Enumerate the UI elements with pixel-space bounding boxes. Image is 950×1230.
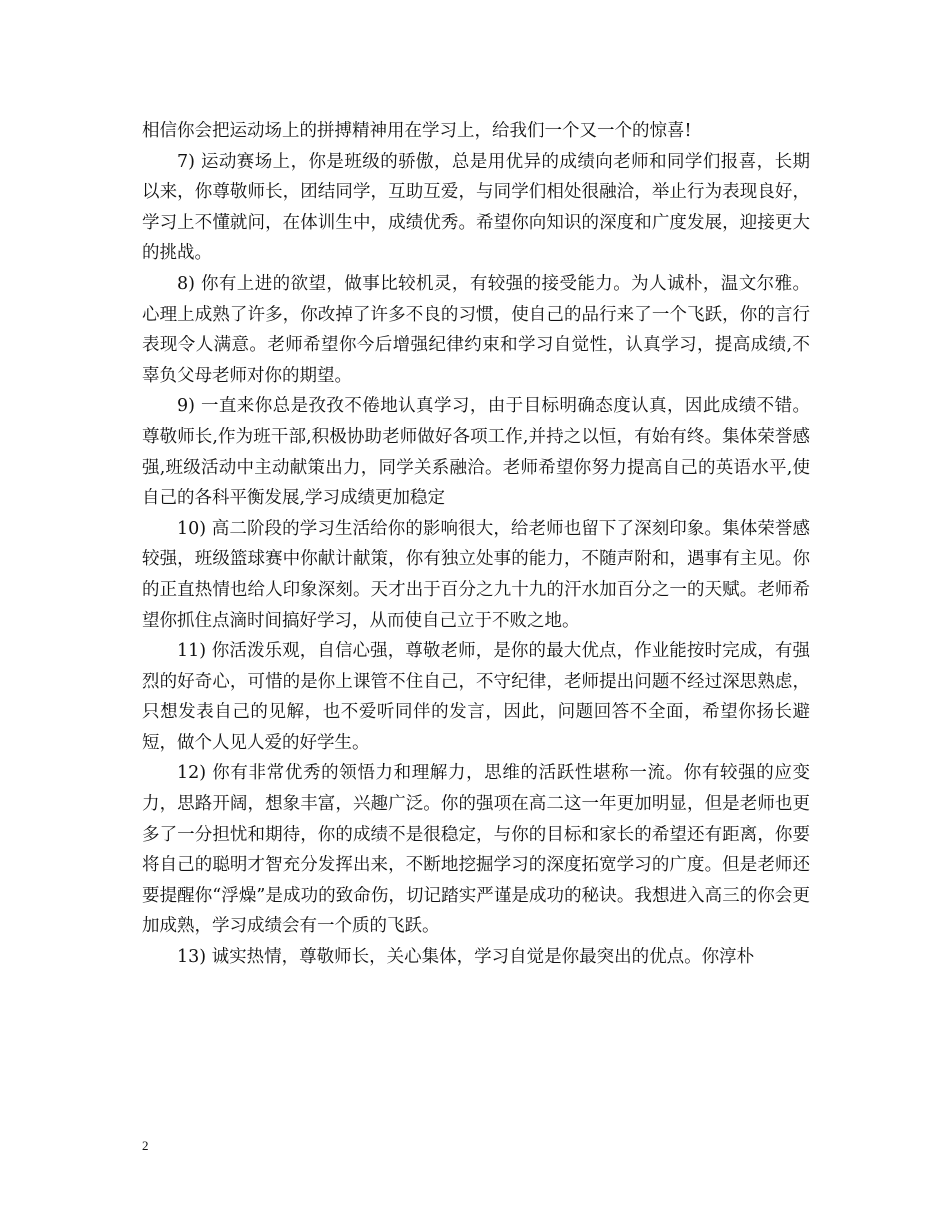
document-body xyxy=(142,116,810,973)
paragraph-comment-10: 10) 高二阶段的学习生活给你的影响很大，给老师也留下了深刻印象。集体荣誉感较强，班级篮球赛中你献计献策，你有独立处事的能力，不随声附和，遇事有主见。你的正直热情也给人印象深刻。天才出于百分之九十九的汗水加百分之一的天赋。老师希望你抓住点滴时间搞好学习，从而使自己立于不败之地。 xyxy=(142,518,810,631)
paragraph-comment-12: 12) 你有非常优秀的领悟力和理解力，思维的活跃性堪称一流。你有较强的应变力，思路开阔，想象丰富，兴趣广泛。你的强项在高二这一年更加明显，但是老师也更多了一分担忧和期待，你的成绩不是很稳定，与你的目标和家长的希望还有距离，你要将自己的聪明才智充分发挥出来，不断地挖掘学习的深度拓宽学习的广度。但是老师还要提醒你“浮燥”是成功的致命伤，切记踏实严谨是成功的秘诀。我想进入高三的你会更加成熟，学习成绩会有一个质的飞跃。 xyxy=(142,763,810,937)
paragraph-comment-8: 8) 你有上进的欲望，做事比较机灵，有较强的接受能力。为人诚朴，温文尔雅。心理上成熟了许多，你改掉了许多不良的习惯，使自己的品行来了一个飞跃，你的言行表现令人满意。老师希望你今后增强纪律约束和学习自觉性，认真学习，提高成绩,不辜负父母老师对你的期望。 xyxy=(142,273,810,386)
paragraph-comment-13: 13) 诚实热情，尊敬师长，关心集体，学习自觉是你最突出的优点。你淳朴 xyxy=(177,947,755,968)
paragraph-comment-7: 7) 运动赛场上，你是班级的骄傲，总是用优异的成绩向老师和同学们报喜，长期以来，你尊敬师长，团结同学，互助互爱，与同学们相处很融洽，举止行为表现良好，学习上不懂就问，在体训生中，成绩优秀。希望你向知识的深度和广度发展，迎接更大的挑战。 xyxy=(142,151,810,264)
page-number: 2 xyxy=(142,1138,149,1153)
paragraph-continuation: 相信你会把运动场上的拼搏精神用在学习上，给我们一个又一个的惊喜! xyxy=(142,121,692,141)
paragraph-comment-11: 11) 你活泼乐观，自信心强，尊敬老师，是你的最大优点，作业能按时完成，有强烈的好奇心，可惜的是你上课管不住自己，不守纪律，老师提出问题不经过深思熟虑，只想发表自己的见解，也不爱听同伴的发言，因此，问题回答不全面，希望你扬长避短，做个人见人爱的好学生。 xyxy=(142,641,810,753)
paragraph-comment-9: 9) 一直来你总是孜孜不倦地认真学习，由于目标明确态度认真，因此成绩不错。尊敬师长,作为班干部,积极协助老师做好各项工作,并持之以恒，有始有终。集体荣誉感强,班级活动中主动献策出力，同学关系融洽。老师希望你努力提高自己的英语水平,使自己的各科平衡发展,学习成绩更加稳定 xyxy=(142,396,810,509)
